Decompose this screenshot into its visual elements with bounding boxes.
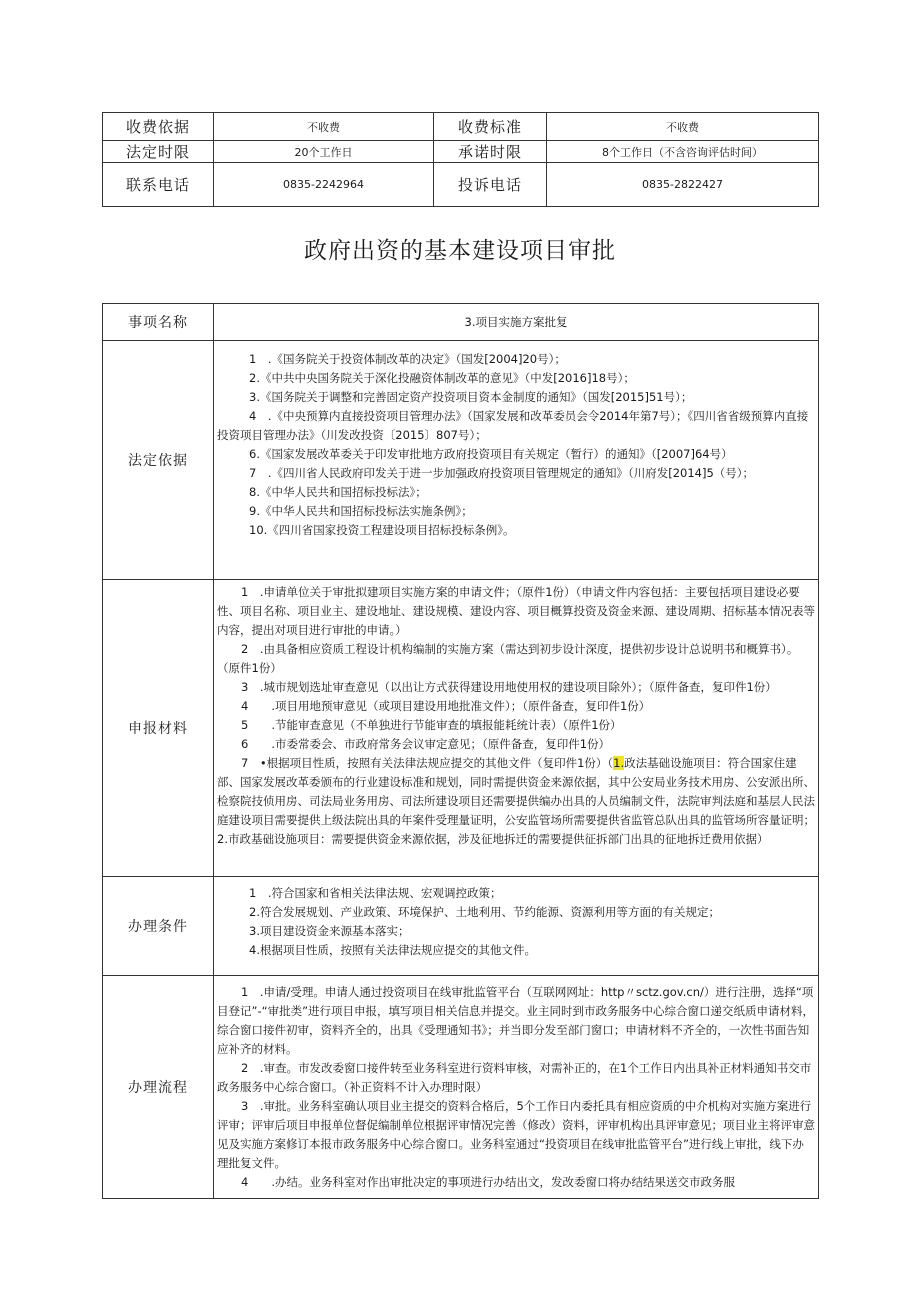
promised-time-limit-label: 承诺时限 (434, 141, 547, 163)
complaint-phone-label: 投诉电话 (434, 163, 547, 207)
complaint-phone-value: 0835-2822427 (547, 163, 819, 207)
fee-basis-value: 不收费 (214, 113, 434, 141)
legal-basis-content (214, 341, 819, 580)
legal-basis-line: 7 .《四川省人民政府印发关于进一步加强政府投资项目管理规定的通知》（川府发[2014]5（号）； (249, 466, 755, 480)
conditions-row (103, 877, 819, 976)
materials-row (103, 580, 819, 877)
page-title: 政府出资的基本建设项目审批 (304, 238, 616, 264)
material-paragraph: 5 .节能审查意见（不单独进行节能审查的填报能耗统计表）（原件1份） (241, 718, 622, 732)
material-paragraph: 4 .项目用地预审意见（或项目建设用地批准文件）；（原件备查，复印件1份） (241, 699, 651, 713)
materials-label: 申报材料 (103, 580, 214, 877)
approval-details-table (102, 303, 819, 1199)
process-paragraph: 4 .办结。业务科室对作出审批决定的事项进行办结出文，发改委窗口将办结结果送交市政务服 (241, 1175, 735, 1189)
legal-basis-line: 4 .《中央预算内直接投资项目管理办法》（国家发展和改革委员会令2014年第7号）；《四川省省级预算内直接投资项目管理办法》（川发改投资〔2015〕807号）； (217, 409, 809, 442)
fee-standard-value: 不收费 (547, 113, 819, 141)
legal-basis-line: 2.《中共中央国务院关于深化投融资体制改革的意见》（中发[2016]18号）； (249, 371, 635, 385)
legal-basis-line: 9.《中华人民共和国招标投标法实施条例》； (249, 504, 473, 518)
material-7-rest: 政法基础设施项目：符合国家住建部、国家发展改革委颁布的行业建设标准和规划，同时需提供资金来源依据，其中公安局业务技术用房、公安派出所、检察院技侦用房、司法局业务用房、司法所建设项目还需要提供编办出具的人员编制文件，法院审判法庭和基层人民法庭建设项目需要提供上级法院出具的年案件受理量证明，公安监管场所需要提供省监管总队出具的监管场所容量证明；2.市政基础设施项目：需要提供资金来源依据，涉及征地拆迁的需要提供征拆部门出具的征地拆迁费用依据） (217, 756, 815, 846)
process-row (103, 976, 819, 1199)
legal-time-limit-label: 法定时限 (103, 141, 214, 163)
materials-content (214, 580, 819, 877)
fee-info-table (102, 112, 819, 207)
fee-basis-label: 收费依据 (103, 113, 214, 141)
promised-time-limit-value: 8个工作日（不含咨询评估时间） (547, 141, 819, 163)
item-name-row (103, 304, 819, 341)
legal-basis-line: 6.《国家发展改革委关于印发审批地方政府投资项目有关规定（暂行）的通知》（[2007]64号） (249, 447, 733, 461)
item-name-value: 3.项目实施方案批复 (214, 304, 819, 341)
legal-time-limit-value: 20个工作日 (214, 141, 434, 163)
conditions-content (214, 877, 819, 976)
process-paragraph: 1 .申请/受理。申请人通过投资项目在线审批监管平台（互联网网址：http〃sctz.gov.cn/）进行注册，选择“项目登记”-“审批类”进行项目申报，填写项目相关信息并提交。业主同时到市政务服务中心综合窗口递交纸质申请材料，综合窗口接件初审，资料齐全的，出具《受理通知书》；并当即分发至部门窗口；申请材料不齐全的，一次性书面告知应补齐的材料。 (217, 985, 815, 1056)
material-paragraph: 2 .由具备相应资质工程设计机构编制的实施方案（需达到初步设计深度，提供初步设计总说明书和概算书）。（原件1份） (217, 642, 799, 675)
material-paragraph: 6 .市委常委会、市政府常务会议审定意见；（原件备查，复印件1份） (241, 737, 611, 751)
legal-basis-line: 8.《中华人民共和国招标投标法》； (249, 485, 427, 499)
conditions-label: 办理条件 (103, 877, 214, 976)
contact-phone-value: 0835-2242964 (214, 163, 434, 207)
highlighted-text: 1. (613, 756, 625, 770)
material-7-start: 7 •根据项目性质，按照有关法律法规应提交的其他文件（复印件1份）（ (241, 756, 614, 770)
condition-line: 2.符合发展规划、产业政策、环境保护、土地利用、节约能源、资源利用等方面的有关规定； (249, 905, 720, 919)
process-label: 办理流程 (103, 976, 214, 1199)
item-name-label: 事项名称 (103, 304, 214, 341)
material-paragraph: 1 .申请单位关于审批拟建项目实施方案的申请文件；（原件1份）（申请文件内容包括：主要包括项目建设必要性、项目名称、项目业主、建设地址、建设规模、建设内容、项目概算投资及资金来源、建设周期、招标基本情况表等内容，提出对项目进行审批的申请。） (217, 585, 815, 637)
legal-basis-row (103, 341, 819, 580)
legal-basis-line: 3.《国务院关于调整和完善固定资产投资项目资本金制度的通知》（国发[2015]51号）； (249, 390, 693, 404)
condition-line: 4.根据项目性质，按照有关法律法规应提交的其他文件。 (249, 943, 536, 957)
material-paragraph-7 (217, 754, 815, 849)
legal-basis-line: 10.《四川省国家投资工程建设项目招标投标条例》。 (249, 523, 515, 537)
fee-row (103, 113, 819, 141)
process-content (214, 976, 819, 1199)
time-limit-row (103, 141, 819, 163)
fee-standard-label: 收费标准 (434, 113, 547, 141)
condition-line: 1 .符合国家和省相关法律法规、宏观调控政策； (249, 886, 502, 900)
process-paragraph: 3 .审批。业务科室确认项目业主提交的资料合格后，5个工作日内委托具有相应资质的中介机构对实施方案进行评审；评审后项目申报单位督促编制单位根据评审情况完善（修改）资料，评审机构出具评审意见；项目业主将评审意见及实施方案修订本报市政务服务中心综合窗口。业务科室通过“投资项目在线审批监管平台”进行线上审批，线下办理批复文件。 (217, 1099, 815, 1170)
condition-line: 3.项目建设资金来源基本落实； (249, 924, 410, 938)
phone-row (103, 163, 819, 207)
legal-basis-line: 1 .《国务院关于投资体制改革的决定》（国发[2004]20号）； (249, 352, 566, 366)
contact-phone-label: 联系电话 (103, 163, 214, 207)
legal-basis-label: 法定依据 (103, 341, 214, 580)
process-paragraph: 2 .审查。市发改委窗口接件转至业务科室进行资料审核，对需补正的，在1个工作日内出具补正材料通知书交市政务服务中心综合窗口。（补正资料不计入办理时限） (217, 1061, 812, 1094)
material-paragraph: 3 .城市规划选址审查意见（以出让方式获得建设用地使用权的建设项目除外）；（原件备查，复印件1份） (241, 680, 777, 694)
